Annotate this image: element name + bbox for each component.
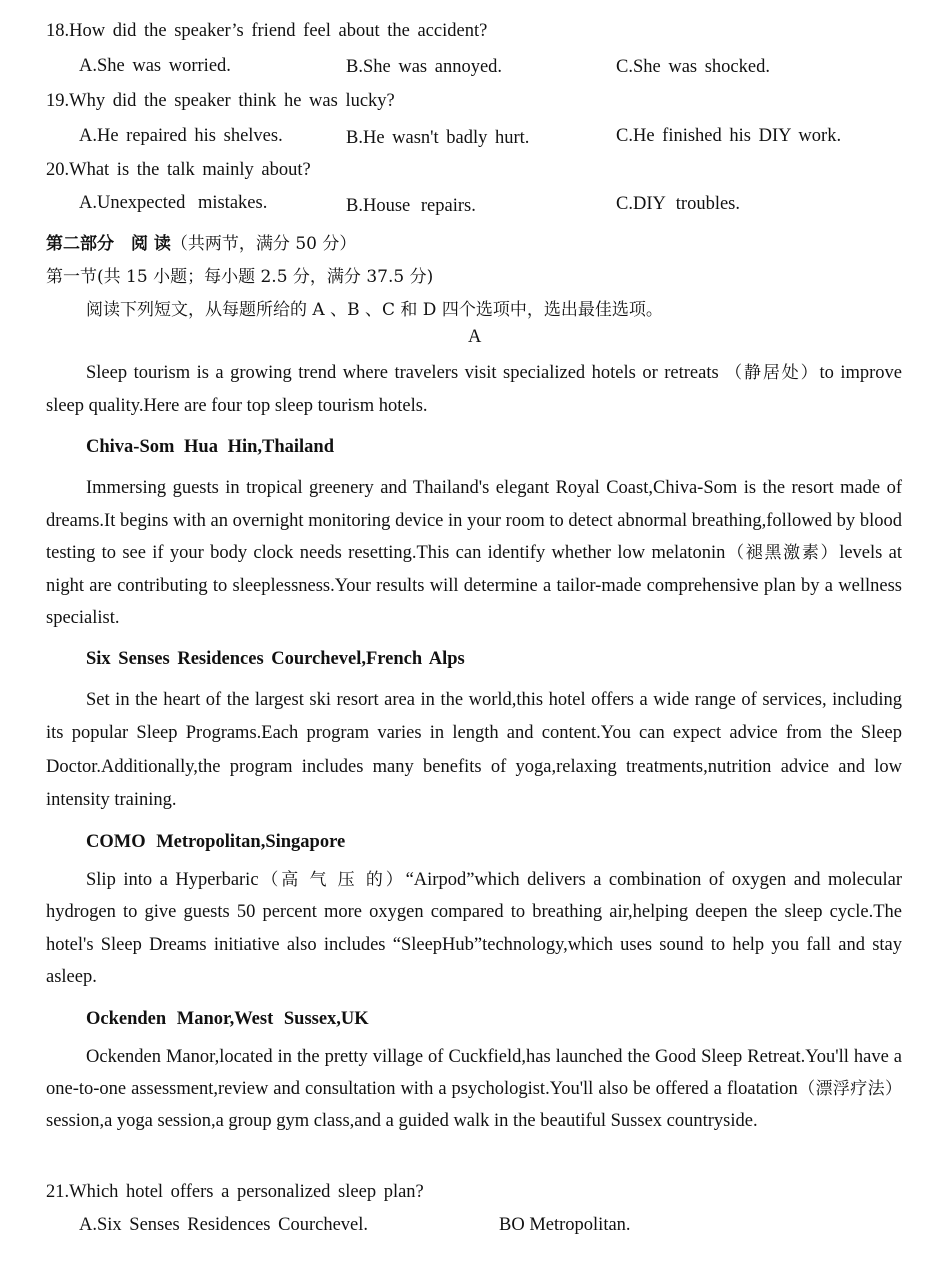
hotel-2-name: Six Senses Residences Courchevel,French Alps [86,649,465,669]
hotel-3-text-before: Slip into a Hyperbaric [86,870,259,890]
hotel-4-name: Ockenden Manor,West Sussex,UK [86,1009,369,1029]
hotel-1-text-after: levels at night are contributing to sleeplessness.Your results will determine a tailor-made comprehensive plan by a wellness specialist. [46,543,902,629]
q21-option-b: BO Metropolitan. [499,1215,631,1235]
hotel-3-text-after: “Airpod”which delivers a combination of oxygen and molecular hydrogen to give guests 50 percent more oxygen compared to breathing air,helping deepen the sleep cycle.The hotel's Sleep Dreams initiative also includes “SleepHub”technology,which uses sound to help you fall and stay asleep. [46,870,902,987]
hotel-1-text-before: Immersing guests in tropical greenery and Thailand's elegant Royal Coast,Chiva-Som is the resort made of dreams.It begins with an overnight monitoring device in your room to detect abnormal breathing,followed by blood testing to see if your body clock needs resetting.This can identify whether low melatonin [46,478,902,564]
question-20: 20.What is the talk mainly about? [46,160,311,180]
question-19: 19.Why did the speaker think he was lucky? [46,91,395,111]
q18-option-c: C.She was shocked. [616,57,770,77]
hotel-4-description [46,1041,902,1137]
question-18: 18.How did the speaker’s friend feel about the accident? [46,21,488,41]
hotel-3-name: COMO Metropolitan,Singapore [86,832,346,852]
section1-heading: 第一节(共 15 小题；每小题 2.5 分，满分 37.5 分) [46,267,434,287]
hotel-1-name: Chiva-Som Hua Hin,Thailand [86,437,335,457]
q21-option-a: A.Six Senses Residences Courchevel. [79,1215,369,1235]
part2-heading-rest: （共两节，满分 50 分） [170,234,357,254]
hotel-4-cn-gloss: （漂浮疗法） [797,1079,902,1099]
part2-heading [46,229,356,254]
q20-option-c: C.DIY troubles. [616,194,741,214]
part2-heading-bold: 第二部分 阅 读 [46,234,171,254]
reading-instruction: 阅读下列短文，从每题所给的 A 、B 、C 和 D 四个选项中，选出最佳选项。 [86,300,663,320]
passage-intro [46,357,902,422]
hotel-1-cn-gloss: （褪黑激素） [725,543,840,564]
hotel-4-text-before: Ockenden Manor,located in the pretty village of Cuckfield,has launched the Good Sleep Retreat.You'll have a one-to-one assessment,review and consultation with a psychologist.You'll also be offered a floatation [46,1047,902,1099]
hotel-1-description [46,472,902,635]
intro-text-before: Sleep tourism is a growing trend where travelers visit specialized hotels or retreats [86,363,726,383]
q18-option-b: B.She was annoyed. [346,57,503,77]
hotel-4-text-after: session,a yoga session,a group gym class,and a guided walk in the beautiful Sussex countryside. [46,1111,758,1131]
hotel-3-description [46,864,902,993]
passage-letter: A [468,327,482,347]
hotel-2-description: Set in the heart of the largest ski resort area in the world,this hotel offers a wide range of services, including its popular Sleep Programs.Each program varies in length and content.You can expect advice from the Sleep Doctor.Additionally,the program includes many benefits of yoga,relaxing treatments,nutrition advice and low intensity training. [46,690,902,810]
intro-text-after: to improve sleep quality.Here are four top sleep tourism hotels. [46,363,903,416]
intro-cn-gloss: （静居处） [725,363,820,383]
q19-option-a: A.He repaired his shelves. [79,126,283,146]
hotel-3-cn-gloss: （高 气 压 的） [258,870,406,890]
q18-option-a: A.She was worried. [79,56,231,76]
q20-option-b: B.House repairs. [346,196,476,216]
q19-option-b: B.He wasn't badly hurt. [346,128,530,148]
q19-option-c: C.He finished his DIY work. [616,126,842,146]
q20-option-a: A.Unexpected mistakes. [79,193,268,213]
question-21: 21.Which hotel offers a personalized sleep plan? [46,1182,424,1202]
